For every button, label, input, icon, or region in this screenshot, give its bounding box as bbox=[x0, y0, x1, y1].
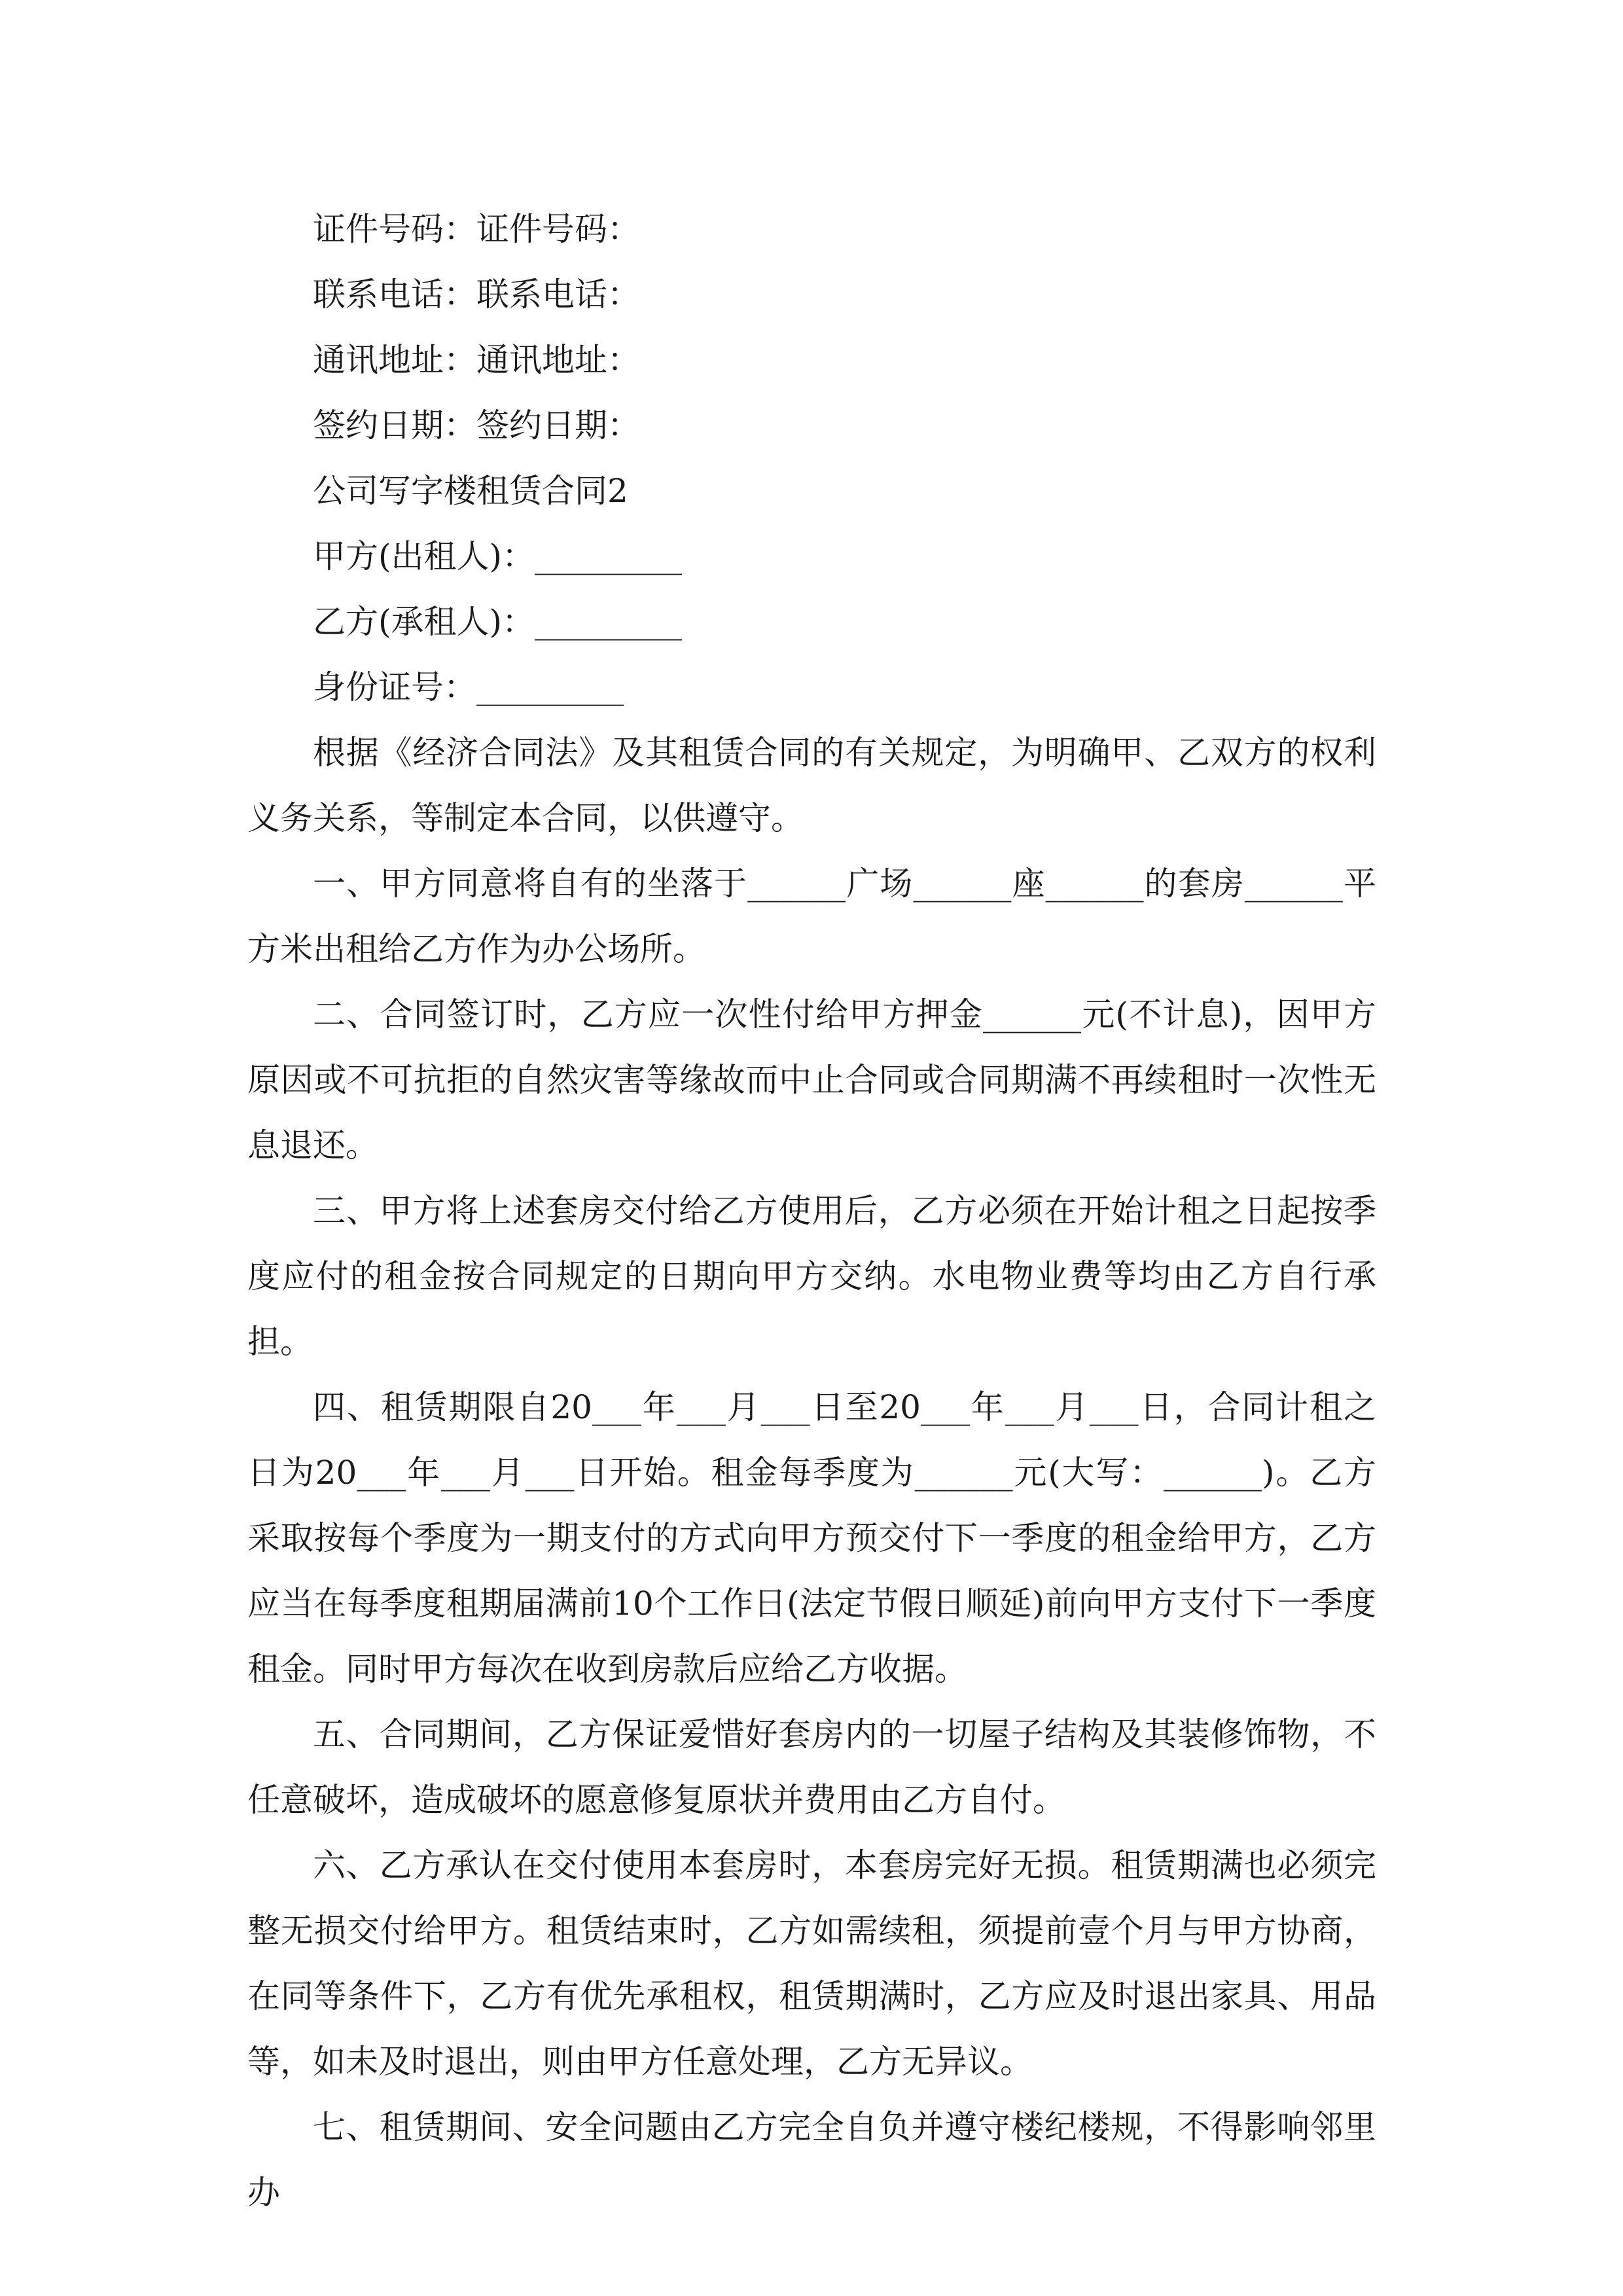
id-card-line: 身份证号：_________ bbox=[313, 668, 624, 706]
paragraph-clause-1: 一、甲方同意将自有的坐落于______广场______座______的套房______平方米出租给乙方作为办公场所。 bbox=[247, 865, 1376, 968]
id-number-line: 证件号码：证件号码： bbox=[313, 210, 640, 248]
paragraph-clause-6: 六、乙方承认在交付使用本套房时，本套房完好无损。租赁期满也必须完整无损交付给甲方。租赁结束时，乙方如需续租，须提前壹个月与甲方协商，在同等条件下，乙方有优先承租权，租赁期满时，乙方应及时退出家具、用品等，如未及时退出，则由甲方任意处理，乙方无异议。 bbox=[247, 1846, 1376, 2081]
sign-date-line: 签约日期：签约日期： bbox=[313, 406, 640, 444]
paragraph-preamble: 根据《经济合同法》及其租赁合同的有关规定，为明确甲、乙双方的权利义务关系，等制定本合同，以供遵守。 bbox=[247, 734, 1376, 837]
paragraph-clause-5: 五、合同期间，乙方保证爱惜好套房内的一切屋子结构及其装修饰物，不任意破坏，造成破坏的愿意修复原状并费用由乙方自付。 bbox=[247, 1715, 1376, 1819]
party-b-line: 乙方(承租人)：_________ bbox=[313, 603, 683, 641]
contract-title: 公司写字楼租赁合同2 bbox=[313, 472, 628, 510]
paragraph-clause-3: 三、甲方将上述套房交付给乙方使用后，乙方必须在开始计租之日起按季度应付的租金按合同规定的日期向甲方交纳。水电物业费等均由乙方自行承担。 bbox=[247, 1192, 1376, 1361]
address-line: 通讯地址：通讯地址： bbox=[313, 341, 640, 379]
paragraph-clause-7: 七、租赁期间、安全问题由乙方完全自负并遵守楼纪楼规，不得影响邻里办 bbox=[247, 2108, 1376, 2212]
paragraph-clause-4: 四、租赁期限自20___年___月___日至20___年___月___日，合同计租之日为20___年___月___日开始。租金每季度为______元(大写：______)。乙方采取按每个季度为一期支付的方式向甲方预交付下一季度的租金给甲方，乙方应当在每季度租期届满前10个工作日(法定节假日顺延)前向甲方支付下一季度租金。同时甲方每次在收到房款后应给乙方收据。 bbox=[247, 1388, 1376, 1688]
paragraph-clause-2: 二、合同签订时，乙方应一次性付给甲方押金______元(不计息)，因甲方原因或不可抗拒的自然灾害等缘故而中止合同或合同期满不再续租时一次性无息退还。 bbox=[247, 996, 1376, 1164]
party-a-line: 甲方(出租人)：_________ bbox=[313, 537, 683, 575]
document-body bbox=[247, 196, 1376, 2225]
phone-line: 联系电话：联系电话： bbox=[313, 276, 640, 314]
